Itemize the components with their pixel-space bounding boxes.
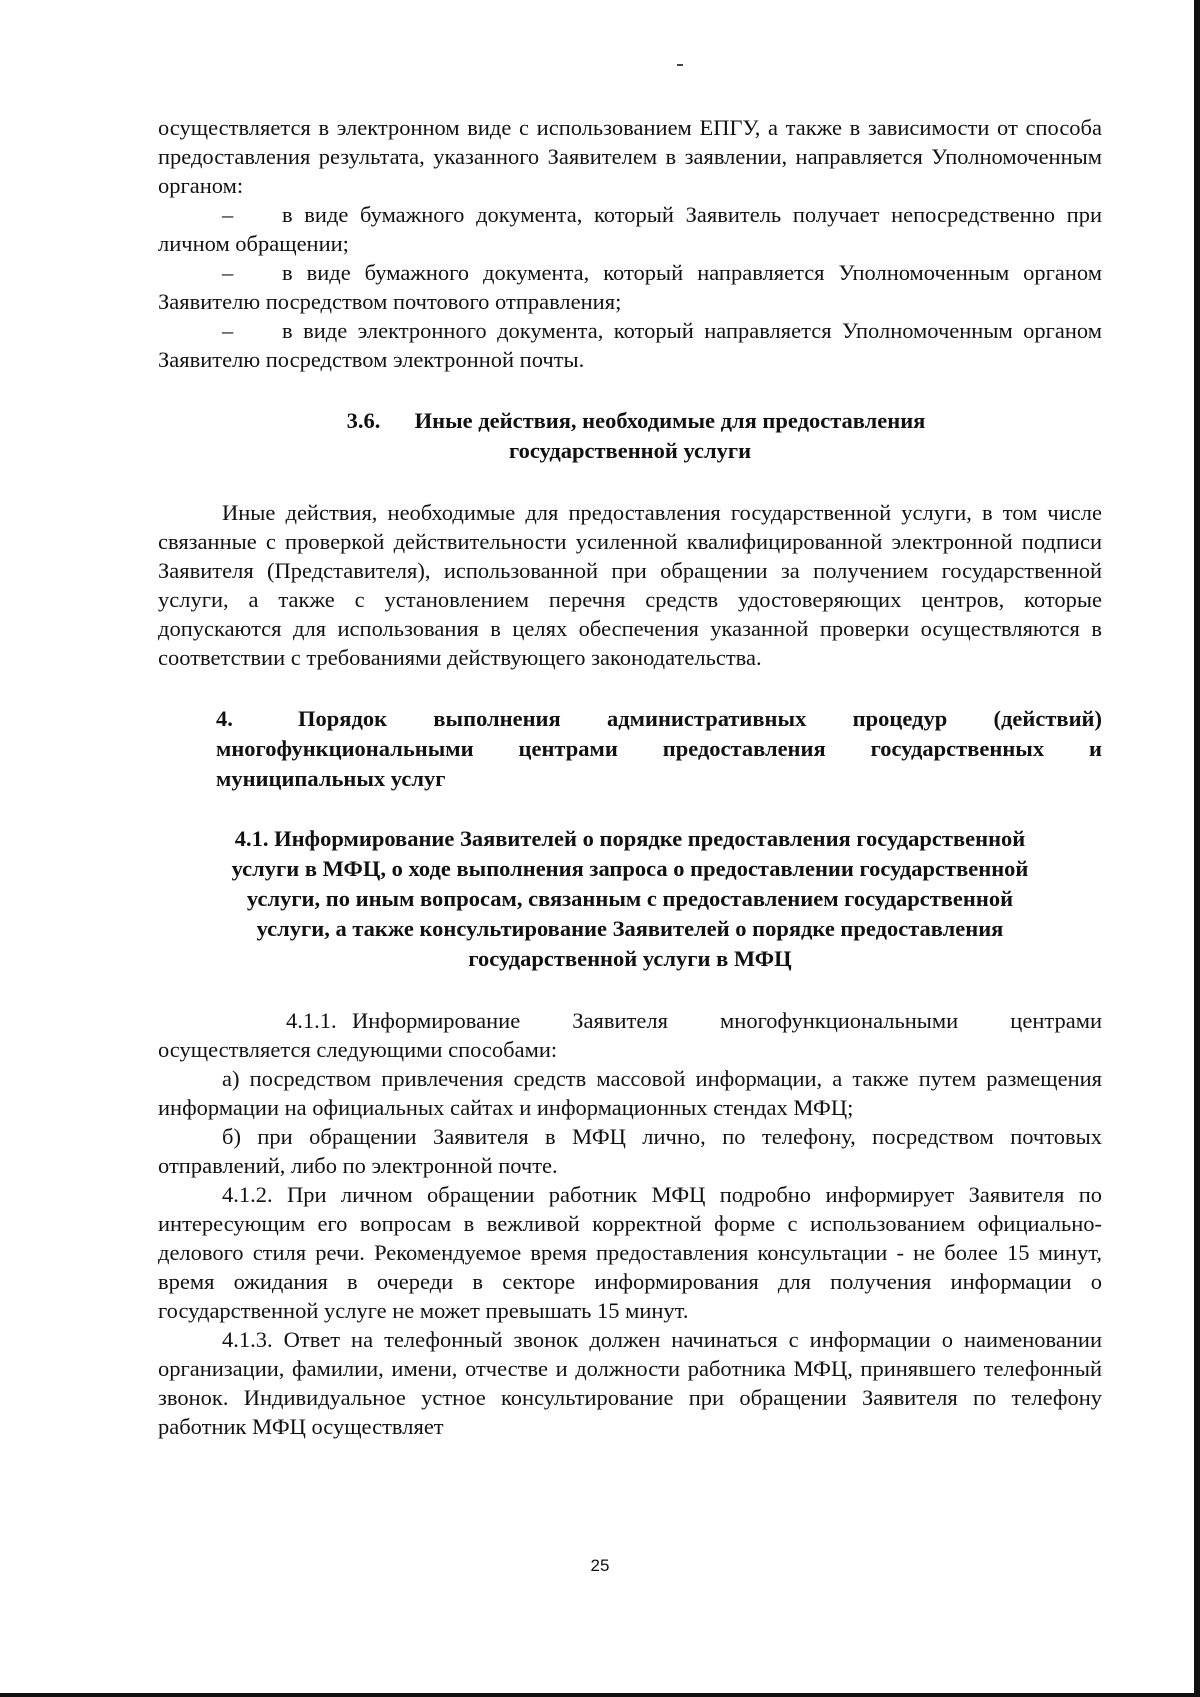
scan-edge-right bbox=[1194, 0, 1200, 1697]
intro-list-item-1 bbox=[158, 200, 1102, 258]
intro-paragraph: осуществляется в электронном виде с использованием ЕПГУ, а также в зависимости от способа предоставления результата, указанного Заявителем в заявлении, направляется Уполномоченным органом: bbox=[158, 115, 1102, 198]
list-dash: – bbox=[222, 202, 234, 227]
section-4-1-heading: 4.1. Информирование Заявителей о порядке предоставления государственной услуги в МФЦ, о ходе выполнения запроса о предоставлении государственной услуги, по иным вопросам, связанным с предоставлением государственной услуги, а также консультирование Заявителей о порядке предоставления государственной услуги в МФЦ bbox=[231, 826, 1029, 971]
paragraph-4-1-1-text: Информирование Заявителя многофункциональными центрами осуществляется следующими способами: bbox=[158, 1008, 1102, 1062]
section-3-6-number: 3.6. bbox=[346, 408, 381, 433]
paragraph-4-1-1 bbox=[158, 1006, 1102, 1064]
section-4-heading bbox=[158, 704, 1102, 794]
scan-edge-bottom bbox=[0, 1693, 1200, 1697]
paragraph-4-1-1-b: б) при обращении Заявителя в МФЦ лично, по телефону, посредством почтовых отправлений, либо по электронной почте. bbox=[158, 1124, 1102, 1178]
paragraph-4-1-1-a: а) посредством привлечения средств массовой информации, а также путем размещения информации на официальных сайтах и информационных стендах МФЦ; bbox=[158, 1066, 1102, 1120]
paragraph-4-1-2: 4.1.2. При личном обращении работник МФЦ подробно информирует Заявителя по интересующим его вопросам в вежливой корректной форме с использованием официально-делового стиля речи. Рекомендуемое время предоставления консультации - не более 15 минут, время ожидания в очереди в секторе информирования для получения информации о государственной услуге не может превышать 15 минут. bbox=[158, 1182, 1102, 1323]
list-dash: – bbox=[222, 318, 234, 343]
list-dash: – bbox=[222, 260, 234, 285]
section-4-number: 4. bbox=[216, 706, 233, 731]
section-3-6-title-line2: государственной услуги bbox=[508, 438, 752, 463]
section-3-6-heading-line1 bbox=[158, 406, 1102, 436]
paragraph-4-1-1-number: 4.1.1. bbox=[286, 1008, 337, 1033]
intro-list-item-3 bbox=[158, 316, 1102, 374]
paragraph-4-1-3: 4.1.3. Ответ на телефонный звонок должен начинаться с информации о наименовании организации, фамилии, имени, отчестве и должности работника МФЦ, принявшего телефонный звонок. Индивидуальное устное консультирование при обращении Заявителя по телефону работник МФЦ осуществляет bbox=[158, 1327, 1102, 1439]
page-content bbox=[158, 113, 1102, 1441]
intro-list-item-3-text: в виде электронного документа, который направляется Уполномоченным органом Заявителю посредством электронной почты. bbox=[158, 318, 1102, 372]
intro-list-item-2 bbox=[158, 258, 1102, 316]
top-mark bbox=[677, 64, 683, 66]
section-3-6-heading bbox=[158, 406, 1102, 466]
section-3-6-title-line1: Иные действия, необходимые для предоставления bbox=[414, 408, 926, 433]
intro-list-item-1-text: в виде бумажного документа, который Заявитель получает непосредственно при личном обращении; bbox=[158, 202, 1102, 256]
page-number: 25 bbox=[590, 1556, 610, 1575]
section-3-6-paragraph: Иные действия, необходимые для предоставления государственной услуги, в том числе связанные с проверкой действительности усиленной квалифицированной электронной подписи Заявителя (Представителя), использованной при обращении за получением государственной услуги, а также с установлением перечня средств удостоверяющих центров, которые допускаются для использования в целях обеспечения указанной проверки осуществляются в соответствии с требованиями действующего законодательства. bbox=[158, 500, 1102, 670]
section-4-title: Порядок выполнения административных процедур (действий) многофункциональными центрами предоставления государственных и муниципальных услуг bbox=[216, 706, 1102, 791]
intro-list-item-2-text: в виде бумажного документа, который направляется Уполномоченным органом Заявителю посредством почтового отправления; bbox=[158, 260, 1102, 314]
